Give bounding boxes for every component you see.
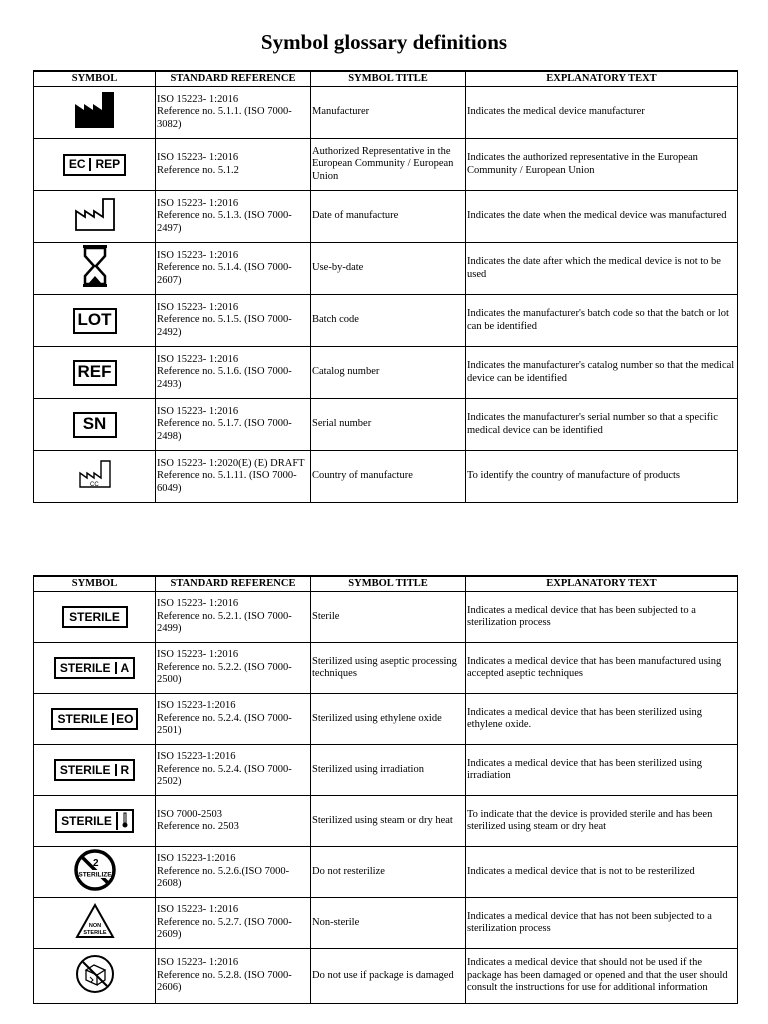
text-cell: Indicates the date after which the medical device is not to be used xyxy=(466,243,738,295)
non-sterile-icon xyxy=(75,903,115,939)
table-row xyxy=(34,451,738,503)
text-cell: Indicates a medical device that has not been subjected to a sterilization process xyxy=(466,898,738,949)
text-cell: Indicates a medical device that is not to be resterilized xyxy=(466,847,738,898)
header-standard-reference: STANDARD REFERENCE xyxy=(156,71,311,87)
table-header-row xyxy=(34,576,738,592)
thermometer-icon xyxy=(116,812,132,831)
header-symbol: SYMBOL xyxy=(34,71,156,87)
sterile-r-icon: STERILE R xyxy=(54,759,135,781)
reference-cell: ISO 15223- 1:2016 Reference no. 5.1.1. (ISO 7000-3082) xyxy=(156,87,311,139)
reference-cell: ISO 15223- 1:2016 Reference no. 5.1.7. (ISO 7000-2498) xyxy=(156,399,311,451)
reference-cell: ISO 15223- 1:2016 Reference no. 5.1.4. (ISO 7000-2607) xyxy=(156,243,311,295)
title-cell: Do not use if package is damaged xyxy=(311,949,466,1004)
title-cell: Authorized Representative in the European Community / European Union xyxy=(311,139,466,191)
symbol-table-1 xyxy=(33,70,738,503)
table-row xyxy=(34,243,738,295)
table-row xyxy=(34,898,738,949)
table-row xyxy=(34,796,738,847)
sterile-eo-icon: STERILE EO xyxy=(51,708,137,730)
table-row xyxy=(34,643,738,694)
title-cell: Catalog number xyxy=(311,347,466,399)
text-cell: Indicates a medical device that has been manufactured using accepted aseptic techniques xyxy=(466,643,738,694)
title-cell: Serial number xyxy=(311,399,466,451)
text-cell: Indicates the authorized representative in the European Community / European Union xyxy=(466,139,738,191)
text-cell: Indicates the medical device manufacturer xyxy=(466,87,738,139)
title-cell: Do not resterilize xyxy=(311,847,466,898)
text-cell: Indicates the manufacturer's serial number so that a specific medical device can be identified xyxy=(466,399,738,451)
title-cell: Sterilized using aseptic processing techniques xyxy=(311,643,466,694)
sterile-a-icon: STERILE A xyxy=(54,657,135,679)
hourglass-icon xyxy=(82,244,108,288)
header-standard-reference: STANDARD REFERENCE xyxy=(156,576,311,592)
title-cell: Country of manufacture xyxy=(311,451,466,503)
table-row xyxy=(34,191,738,243)
reference-cell: ISO 15223- 1:2016 Reference no. 5.2.2. (ISO 7000-2500) xyxy=(156,643,311,694)
svg-text:2: 2 xyxy=(92,857,99,869)
sn-icon: SN xyxy=(73,412,117,438)
table-row xyxy=(34,347,738,399)
reference-cell: ISO 15223- 1:2016 Reference no. 5.1.6. (ISO 7000-2493) xyxy=(156,347,311,399)
reference-cell: ISO 15223- 1:2016 Reference no. 5.2.7. (ISO 7000-2609) xyxy=(156,898,311,949)
do-not-resterilize-icon xyxy=(73,848,117,892)
text-cell: To identify the country of manufacture of products xyxy=(466,451,738,503)
text-cell: Indicates a medical device that has been sterilized using irradiation xyxy=(466,745,738,796)
date-of-manufacture-icon xyxy=(74,197,116,231)
title-cell: Batch code xyxy=(311,295,466,347)
text-cell: Indicates a medical device that has been subjected to a sterilization process xyxy=(466,592,738,643)
text-cell: Indicates the manufacturer's batch code so that the batch or lot can be identified xyxy=(466,295,738,347)
lot-icon: LOT xyxy=(73,308,117,334)
svg-text:STERILE: STERILE xyxy=(82,929,107,936)
title-cell: Non-sterile xyxy=(311,898,466,949)
table-row xyxy=(34,745,738,796)
table-row xyxy=(34,592,738,643)
title-cell: Sterilized using ethylene oxide xyxy=(311,694,466,745)
title-cell: Use-by-date xyxy=(311,243,466,295)
manufacturer-icon xyxy=(74,91,116,129)
text-cell: Indicates a medical device that should not be used if the package has been damaged or opened and that the user should consult the instructions for use for additional information xyxy=(466,949,738,1004)
header-explanatory-text: EXPLANATORY TEXT xyxy=(466,71,738,87)
reference-cell: ISO 15223- 1:2016 Reference no. 5.1.5. (ISO 7000-2492) xyxy=(156,295,311,347)
svg-text:CC: CC xyxy=(89,482,99,489)
ref-icon: REF xyxy=(73,360,117,386)
reference-cell: ISO 15223- 1:2020(E) (E) DRAFT Reference no. 5.1.11. (ISO 7000-6049) xyxy=(156,451,311,503)
svg-text:NON: NON xyxy=(88,922,101,929)
title-cell: Sterilized using irradiation xyxy=(311,745,466,796)
sterile-steam-icon: STERILE xyxy=(55,809,134,833)
reference-cell: ISO 15223-1:2016 Reference no. 5.2.4. (ISO 7000-2501) xyxy=(156,694,311,745)
header-symbol-title: SYMBOL TITLE xyxy=(311,576,466,592)
table-row xyxy=(34,139,738,191)
table-row xyxy=(34,949,738,1004)
page-title: Symbol glossary definitions xyxy=(260,30,508,54)
sterile-icon: STERILE xyxy=(62,606,128,628)
text-cell: To indicate that the device is provided sterile and has been sterilized using steam or dry heat xyxy=(466,796,738,847)
table-row xyxy=(34,295,738,347)
reference-cell: ISO 15223-1:2016 Reference no. 5.2.4. (ISO 7000-2502) xyxy=(156,745,311,796)
title-cell: Date of manufacture xyxy=(311,191,466,243)
reference-cell: ISO 15223- 1:2016 Reference no. 5.2.8. (ISO 7000-2606) xyxy=(156,949,311,1004)
table-row xyxy=(34,847,738,898)
table-row xyxy=(34,694,738,745)
reference-cell: ISO 15223- 1:2016 Reference no. 5.2.1. (ISO 7000-2499) xyxy=(156,592,311,643)
title-cell: Manufacturer xyxy=(311,87,466,139)
svg-text:STERILIZE: STERILIZE xyxy=(77,871,112,879)
title-cell: Sterilized using steam or dry heat xyxy=(311,796,466,847)
reference-cell: ISO 7000-2503 Reference no. 2503 xyxy=(156,796,311,847)
header-explanatory-text: EXPLANATORY TEXT xyxy=(466,576,738,592)
table-row xyxy=(34,87,738,139)
reference-cell: ISO 15223- 1:2016 Reference no. 5.1.3. (ISO 7000-2497) xyxy=(156,191,311,243)
header-symbol: SYMBOL xyxy=(34,576,156,592)
header-symbol-title: SYMBOL TITLE xyxy=(311,71,466,87)
title-cell: Sterile xyxy=(311,592,466,643)
country-of-manufacture-icon xyxy=(78,459,112,489)
text-cell: Indicates the date when the medical device was manufactured xyxy=(466,191,738,243)
ec-rep-icon: EC REP xyxy=(63,154,126,176)
table-row xyxy=(34,399,738,451)
text-cell: Indicates a medical device that has been sterilized using ethylene oxide. xyxy=(466,694,738,745)
reference-cell: ISO 15223- 1:2016 Reference no. 5.1.2 xyxy=(156,139,311,191)
table-header-row xyxy=(34,71,738,87)
damaged-package-icon xyxy=(74,953,116,995)
text-cell: Indicates the manufacturer's catalog number so that the medical device can be identified xyxy=(466,347,738,399)
reference-cell: ISO 15223-1:2016 Reference no. 5.2.6.(ISO 7000-2608) xyxy=(156,847,311,898)
symbol-table-2 xyxy=(33,575,738,1004)
